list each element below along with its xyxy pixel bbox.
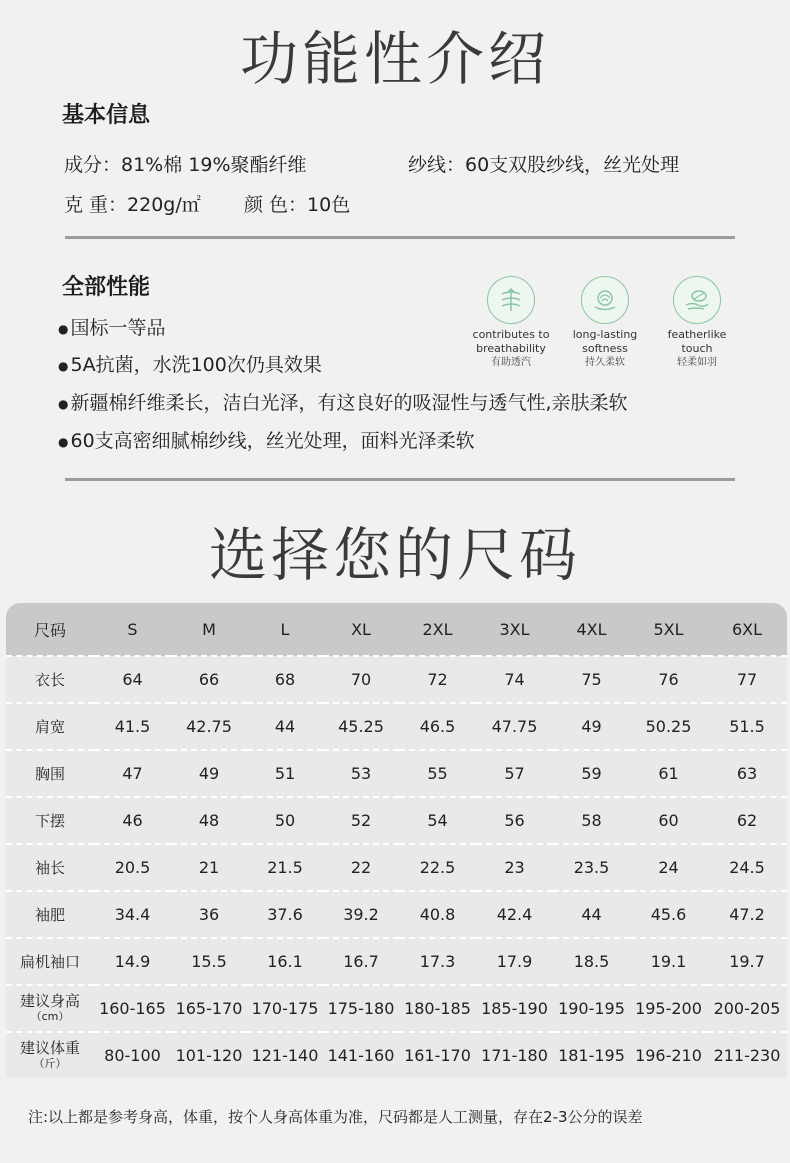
table-row xyxy=(6,703,787,750)
bullet-text: 国标一等品 xyxy=(70,317,166,339)
badge-cn-label: 有助透汽 xyxy=(491,357,531,368)
table-cell: 24.5 xyxy=(707,844,787,891)
size-header-row xyxy=(6,603,787,656)
row-label-text: 袖肥 xyxy=(34,905,65,924)
softness-icon xyxy=(581,276,629,324)
table-cell: 170-175 xyxy=(247,985,323,1032)
table-cell: 58 xyxy=(553,797,630,844)
performance-heading: 全部性能 xyxy=(62,275,151,300)
table-cell: 61 xyxy=(630,750,707,797)
table-cell: 47.2 xyxy=(707,891,787,938)
table-cell: 56 xyxy=(476,797,553,844)
size-header-label: 尺码 xyxy=(6,603,94,656)
table-cell: 19.7 xyxy=(707,938,787,985)
divider-1 xyxy=(65,236,735,239)
badge-en-line-1: featherlike xyxy=(667,328,727,341)
table-cell: 54 xyxy=(399,797,476,844)
table-row xyxy=(6,797,787,844)
table-cell: 49 xyxy=(553,703,630,750)
choose-size-title: 选择您的尺码 xyxy=(208,521,581,589)
table-cell: 76 xyxy=(630,656,707,703)
table-cell: 77 xyxy=(707,656,787,703)
table-cell: 46.5 xyxy=(399,703,476,750)
table-cell: 40.8 xyxy=(399,891,476,938)
table-cell: 19.1 xyxy=(630,938,707,985)
feather-touch-badge xyxy=(647,276,747,369)
table-cell: 181-195 xyxy=(553,1032,630,1078)
table-cell: 59 xyxy=(553,750,630,797)
table-cell: 23.5 xyxy=(553,844,630,891)
bullet-text: 60支高密细腻棉纱线，丝光处理，面料光泽柔软 xyxy=(70,430,475,452)
badge-cn-label: 持久柔软 xyxy=(585,357,625,368)
badge-cn-label: 轻柔如羽 xyxy=(677,357,717,368)
badge-en-line-1: contributes to xyxy=(472,328,550,341)
row-unit-text: （cm） xyxy=(30,1009,70,1023)
table-row xyxy=(6,985,787,1032)
table-cell: 16.1 xyxy=(247,938,323,985)
table-cell: 42.75 xyxy=(171,703,247,750)
table-cell: 37.6 xyxy=(247,891,323,938)
row-label-text: 下摆 xyxy=(34,811,65,830)
bullet-text: 5A抗菌，水洗100次仍具效果 xyxy=(70,354,322,376)
table-cell: 60 xyxy=(630,797,707,844)
row-label xyxy=(6,891,94,938)
table-cell: 200-205 xyxy=(707,985,787,1032)
table-cell: 42.4 xyxy=(476,891,553,938)
row-label xyxy=(6,703,94,750)
table-cell: 21 xyxy=(171,844,247,891)
badge-en-line-2: breathability xyxy=(476,342,546,355)
table-cell: 15.5 xyxy=(171,938,247,985)
table-cell: 55 xyxy=(399,750,476,797)
table-cell: 185-190 xyxy=(476,985,553,1032)
table-cell: 23 xyxy=(476,844,553,891)
row-label-text: 胸围 xyxy=(34,764,65,783)
row-label xyxy=(6,750,94,797)
table-cell: 49 xyxy=(171,750,247,797)
bullet-text: 新疆棉纤维柔长，洁白光泽，有这良好的吸湿性与透气性,亲肤柔软 xyxy=(70,392,628,414)
table-cell: 21.5 xyxy=(247,844,323,891)
bullet-dot-icon: ● xyxy=(58,434,69,449)
size-header-cell: 5XL xyxy=(630,603,707,656)
table-cell: 41.5 xyxy=(94,703,171,750)
table-cell: 14.9 xyxy=(94,938,171,985)
size-header-cell: M xyxy=(171,603,247,656)
table-cell: 121-140 xyxy=(247,1032,323,1078)
row-label xyxy=(6,656,94,703)
table-cell: 17.3 xyxy=(399,938,476,985)
size-header-cell: 3XL xyxy=(476,603,553,656)
row-label-text: 衣长 xyxy=(34,670,65,689)
table-cell: 195-200 xyxy=(630,985,707,1032)
badge-en-line-2: touch xyxy=(681,342,713,355)
table-cell: 24 xyxy=(630,844,707,891)
table-cell: 45.25 xyxy=(323,703,399,750)
badge-en-line-1: long-lasting xyxy=(572,328,638,341)
table-cell: 63 xyxy=(707,750,787,797)
basic-info-heading: 基本信息 xyxy=(62,103,151,128)
feather-touch-icon xyxy=(673,276,721,324)
table-cell: 68 xyxy=(247,656,323,703)
table-row xyxy=(6,938,787,985)
table-cell: 72 xyxy=(399,656,476,703)
table-cell: 48 xyxy=(171,797,247,844)
table-cell: 62 xyxy=(707,797,787,844)
table-cell: 17.9 xyxy=(476,938,553,985)
performance-bullet xyxy=(58,350,322,377)
table-cell: 160-165 xyxy=(94,985,171,1032)
row-label-text: 袖长 xyxy=(34,858,65,877)
table-cell: 64 xyxy=(94,656,171,703)
performance-bullet xyxy=(58,313,166,340)
table-cell: 75 xyxy=(553,656,630,703)
bullet-dot-icon: ● xyxy=(58,358,69,373)
table-cell: 53 xyxy=(323,750,399,797)
table-cell: 16.7 xyxy=(323,938,399,985)
table-cell: 175-180 xyxy=(323,985,399,1032)
row-label xyxy=(6,938,94,985)
softness-badge xyxy=(555,276,655,369)
performance-bullet xyxy=(58,426,475,453)
table-cell: 34.4 xyxy=(94,891,171,938)
function-intro-title: 功能性介绍 xyxy=(239,25,550,93)
row-unit-text: （斤） xyxy=(33,1056,67,1070)
table-cell: 51 xyxy=(247,750,323,797)
size-header-cell: S xyxy=(94,603,171,656)
table-cell: 20.5 xyxy=(94,844,171,891)
row-label xyxy=(6,844,94,891)
table-cell: 180-185 xyxy=(399,985,476,1032)
measurement-note: 注:以上都是参考身高，体重，按个人身高体重为准，尺码都是人工测量，存在2-3公分的误差 xyxy=(28,1108,643,1126)
table-cell: 211-230 xyxy=(707,1032,787,1078)
table-cell: 101-120 xyxy=(171,1032,247,1078)
breathability-badge xyxy=(461,276,561,369)
table-cell: 46 xyxy=(94,797,171,844)
table-cell: 171-180 xyxy=(476,1032,553,1078)
table-cell: 80-100 xyxy=(94,1032,171,1078)
table-cell: 66 xyxy=(171,656,247,703)
row-label-text: 扁机袖口 xyxy=(19,952,80,971)
composition-text: 成分：81%棉 19%聚酯纤维 xyxy=(64,154,307,176)
weight-text: 克 重：220g/㎡ xyxy=(64,194,201,216)
table-cell: 51.5 xyxy=(707,703,787,750)
row-label-text: 肩宽 xyxy=(34,717,65,736)
table-cell: 44 xyxy=(247,703,323,750)
row-label xyxy=(6,797,94,844)
table-cell: 47.75 xyxy=(476,703,553,750)
table-row xyxy=(6,844,787,891)
table-cell: 196-210 xyxy=(630,1032,707,1078)
table-row xyxy=(6,891,787,938)
size-header-cell: XL xyxy=(323,603,399,656)
table-cell: 161-170 xyxy=(399,1032,476,1078)
bullet-dot-icon: ● xyxy=(58,396,69,411)
size-chart-table xyxy=(6,603,787,1078)
breathability-icon xyxy=(487,276,535,324)
table-cell: 45.6 xyxy=(630,891,707,938)
size-header-cell: 6XL xyxy=(707,603,787,656)
table-cell: 165-170 xyxy=(171,985,247,1032)
table-cell: 44 xyxy=(553,891,630,938)
size-header-cell: 4XL xyxy=(553,603,630,656)
row-label-text: 建议体重 xyxy=(19,1038,80,1057)
badge-en-line-2: softness xyxy=(582,342,628,355)
row-label xyxy=(6,1032,94,1078)
table-cell: 190-195 xyxy=(553,985,630,1032)
table-row xyxy=(6,656,787,703)
size-header-cell: L xyxy=(247,603,323,656)
table-cell: 74 xyxy=(476,656,553,703)
yarn-text: 纱线：60支双股纱线，丝光处理 xyxy=(408,154,680,176)
bullet-dot-icon: ● xyxy=(58,321,69,336)
table-row xyxy=(6,1032,787,1078)
table-cell: 39.2 xyxy=(323,891,399,938)
row-label-text: 建议身高 xyxy=(19,991,80,1010)
table-row xyxy=(6,750,787,797)
table-cell: 50.25 xyxy=(630,703,707,750)
table-cell: 52 xyxy=(323,797,399,844)
performance-bullet xyxy=(58,388,628,415)
size-header-cell: 2XL xyxy=(399,603,476,656)
row-label xyxy=(6,985,94,1032)
table-cell: 18.5 xyxy=(553,938,630,985)
table-cell: 57 xyxy=(476,750,553,797)
table-cell: 22 xyxy=(323,844,399,891)
table-cell: 50 xyxy=(247,797,323,844)
table-cell: 70 xyxy=(323,656,399,703)
table-cell: 36 xyxy=(171,891,247,938)
table-cell: 47 xyxy=(94,750,171,797)
table-cell: 22.5 xyxy=(399,844,476,891)
divider-2 xyxy=(65,478,735,481)
color-text: 颜 色：10色 xyxy=(244,194,351,216)
table-cell: 141-160 xyxy=(323,1032,399,1078)
